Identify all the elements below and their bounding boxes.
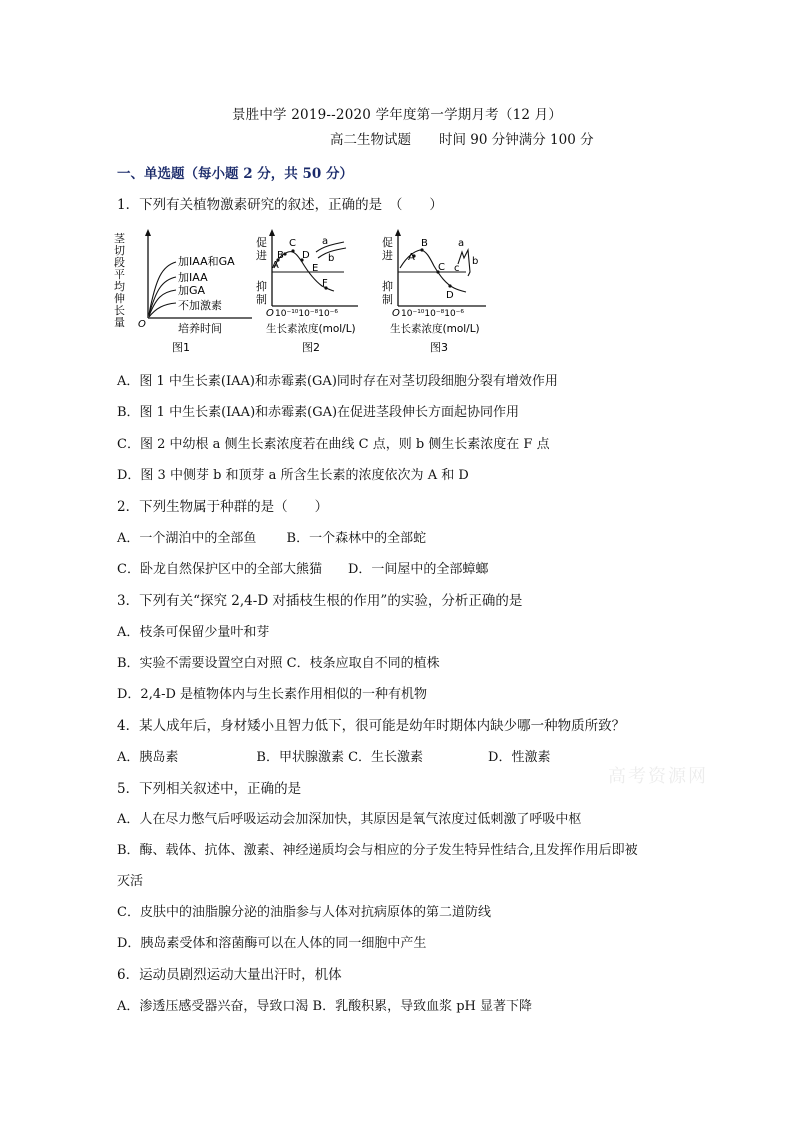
fig1-origin: O: [138, 319, 146, 330]
q5-option-d: D．胰岛素受体和溶菌酶可以在人体的同一细胞中产生: [117, 936, 427, 951]
fig3-y-top-1: 进: [382, 249, 393, 262]
figure-3: [382, 229, 486, 354]
fig1-ylabel-3: 平: [114, 268, 125, 281]
section-heading: 一、单选题（每小题 2 分，共 50 分）: [117, 166, 353, 182]
fig2-curve-a: [316, 242, 344, 252]
q5-stem: 5．下列相关叙述中，正确的是: [117, 781, 302, 797]
q5-option-b-line2: 灭活: [117, 874, 144, 889]
fig1-xlabel: 培养时间: [178, 322, 222, 335]
fig2-point-b-upper: B: [277, 250, 284, 261]
fig2-y-bottom-1: 制: [256, 293, 267, 306]
fig2-point-d-upper: D: [302, 250, 310, 261]
fig1-curve-none: [149, 303, 176, 317]
fig1-ylabel-0: 茎: [114, 232, 125, 245]
fig3-point-b-upper: B: [421, 238, 428, 249]
fig1-ylabel-7: 量: [114, 316, 125, 329]
q3-options-row2: B．实验不需要设置空白对照 C．枝条应取自不同的植株: [117, 656, 440, 671]
fig1-ylabel-5: 伸: [114, 292, 125, 305]
fig1-ylabel-1: 切: [114, 244, 125, 257]
fig2-y-top-1: 进: [256, 249, 267, 262]
fig2-point-f-upper: F: [322, 278, 328, 289]
watermark: 高考资源网: [608, 766, 708, 787]
q1-figures: [112, 228, 502, 356]
q3-options-row1: A．枝条可保留少量叶和芽: [117, 625, 270, 640]
time-score-label: 时间 90 分钟满分 100 分: [439, 132, 594, 148]
fig2-point-c-upper: C: [289, 238, 296, 249]
fig3-origin: O: [392, 308, 400, 319]
q4-stem: 4．某人成年后，身材矮小且智力低下，很可能是幼年时期体内缺少哪一种物质所致？: [117, 718, 626, 734]
q1-option-d: D．图 3 中侧芽 b 和顶芽 a 所含生长素的浓度依次为 A 和 D: [117, 468, 469, 483]
figure-2: [256, 229, 358, 354]
fig3-point-c-upper: C: [438, 262, 445, 273]
fig2-origin: O: [266, 308, 274, 319]
fig3-point-a-upper: A: [408, 252, 415, 263]
fig2-point-e-upper: E: [312, 263, 319, 274]
exam-title: 景胜中学 2019--2020 学年度第一学期月考（12 月）: [231, 107, 563, 123]
fig3-ticks: 10⁻¹⁰10⁻⁸10⁻⁶: [401, 309, 465, 319]
figure-1: [114, 229, 252, 354]
fig1-label-iaa: 加IAA: [178, 271, 208, 284]
fig1-label-iaa-ga: 加IAA和GA: [178, 255, 235, 268]
fig3-xlabel: 生长素浓度(mol/L): [390, 323, 480, 335]
fig2-xlabel: 生长素浓度(mol/L): [266, 323, 356, 335]
fig2-point-b-lower: b: [328, 253, 335, 264]
fig1-ylabel-2: 段: [114, 256, 125, 269]
q2-options-row2: C．卧龙自然保护区中的全部大熊猫 D．一间屋中的全部蟑螂: [117, 562, 489, 577]
q1-option-c: C．图 2 中幼根 a 侧生长素浓度若在曲线 C 点，则 b 侧生长素浓度在 F 点: [117, 437, 550, 452]
fig2-y-bottom-0: 抑: [256, 280, 267, 293]
q2-stem: 2．下列生物属于种群的是（ ）: [117, 499, 329, 515]
fig3-y-bottom-1: 制: [382, 293, 393, 306]
fig2-y-top-0: 促: [256, 236, 267, 249]
q6-stem: 6．运动员剧烈运动大量出汗时，机体: [117, 967, 342, 983]
fig2-point-a-lower: a: [322, 236, 329, 247]
q5-option-a: A．人在尽力憋气后呼吸运动会加深加快，其原因是氧气浓度过低刺激了呼吸中枢: [117, 812, 582, 827]
fig3-y-top-0: 促: [382, 236, 393, 249]
fig3-point-d-upper: D: [446, 290, 454, 301]
q1-option-a: A．图 1 中生长素(IAA)和赤霉素(GA)同时存在对茎切段细胞分裂有增效作用: [117, 374, 558, 389]
q5-option-c: C．皮肤中的油脂腺分泌的油脂参与人体对抗病原体的第二道防线: [117, 905, 491, 920]
fig3-caption: 图3: [430, 341, 448, 354]
figures-svg: [112, 228, 502, 356]
exam-subtitle: [330, 128, 622, 148]
fig3-point-c-lower: c: [454, 263, 460, 274]
fig2-caption: 图2: [302, 341, 320, 354]
fig2-ticks: 10⁻¹⁰10⁻⁸10⁻⁶: [275, 309, 339, 319]
q6-options-row1: A．渗透压感受器兴奋，导致口渴 B．乳酸积累，导致血浆 pH 显著下降: [117, 999, 532, 1014]
q1-stem: 1．下列有关植物激素研究的叙述，正确的是 （ ）: [117, 197, 443, 213]
fig1-caption: 图1: [172, 341, 190, 354]
fig1-label-none: 不加激素: [178, 299, 222, 312]
q2-options-row1: A．一个湖泊中的全部鱼 B．一个森林中的全部蛇: [117, 531, 427, 546]
fig3-y-bottom-0: 抑: [382, 280, 393, 293]
q3-options-row3: D．2,4-D 是植物体内与生长素作用相似的一种有机物: [117, 687, 428, 702]
fig1-ylabel-4: 均: [114, 280, 125, 293]
subject-label: 高二生物试题: [330, 132, 411, 148]
fig3-point-a-lower: a: [458, 238, 465, 249]
q5-option-b-line1: B．酶、载体、抗体、激素、神经递质均会与相应的分子发生特异性结合,且发挥作用后即被: [117, 843, 638, 858]
q4-options-row1: A．胰岛素 B．甲状腺激素 C．生长激素 D．性激素: [117, 750, 551, 765]
fig1-label-ga: 加GA: [178, 284, 206, 297]
fig1-ylabel-6: 长: [114, 304, 125, 317]
fig3-point-b-lower: b: [472, 256, 479, 267]
q3-stem: 3．下列有关“探究 2,4-D 对插枝生根的作用”的实验，分析正确的是: [117, 593, 523, 609]
q1-option-b: B．图 1 中生长素(IAA)和赤霉素(GA)在促进茎段伸长方面起协同作用: [117, 405, 520, 420]
fig2-point-a-upper: A: [272, 260, 279, 271]
